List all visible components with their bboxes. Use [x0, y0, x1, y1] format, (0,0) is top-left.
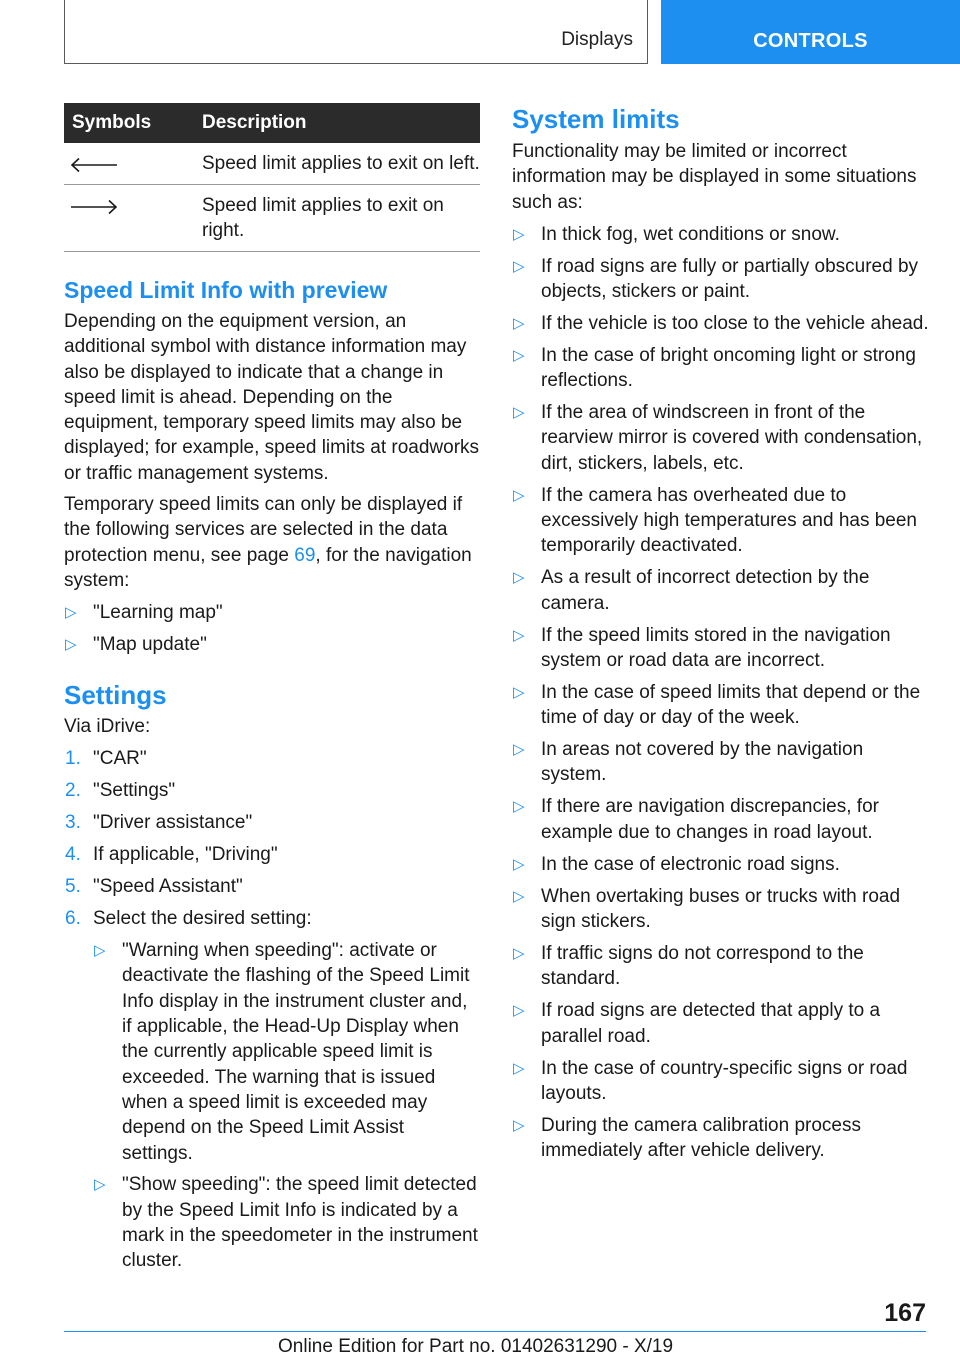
list-item: ▷ If the speed limits stored in the navigation system or road data are incorrect.: [513, 624, 891, 671]
symbols-table: [64, 103, 480, 252]
list-item: ▷ If traffic signs do not correspond to the standard.: [513, 942, 864, 990]
bullet-icon: ▷: [513, 887, 525, 905]
header-chapter-title: CONTROLS: [753, 30, 868, 52]
header-chapter-tab[interactable]: [661, 0, 960, 64]
page-link[interactable]: 69: [294, 544, 316, 566]
list-item: ▷ "Show speeding": the speed limit detected by the Speed Limit Info is indicated by a mark in the speedometer in the instrument cluster.: [94, 1174, 478, 1272]
table-row: [64, 185, 480, 252]
services-list: [64, 600, 480, 657]
bullet-icon: ▷: [65, 603, 77, 621]
bullet-icon: ▷: [94, 942, 106, 960]
description-cell: Speed limit applies to exit on right.: [202, 185, 480, 252]
list-item: ▷ "Map update": [64, 632, 480, 657]
bullet-icon: ▷: [94, 1176, 106, 1194]
bullet-icon: ▷: [513, 1116, 525, 1134]
list-item: ▷ "Warning when speeding": activate or deactivate the flashing of the Speed Limit Info display in the instrument cluster and, if applicable, the Head-Up Display when the currently applicable speed limit is exceeded. The warning that is issued when a speed limit is exceeded may depend on the Speed Limit Assist settings.: [94, 940, 470, 1164]
bullet-icon: ▷: [513, 1002, 525, 1020]
list-item: ▷ "Learning map": [64, 600, 480, 625]
bullet-icon: ▷: [513, 798, 525, 816]
bullet-icon: ▷: [513, 944, 525, 962]
bullet-icon: ▷: [513, 314, 525, 332]
list-item: 3. "Driver assistance": [65, 812, 253, 834]
arrow-left-icon: [70, 157, 118, 173]
setting-options-list: [93, 938, 480, 1274]
settings-heading: Settings: [64, 680, 167, 711]
table-row: [64, 143, 480, 185]
list-item: 4. If applicable, "Driving": [65, 844, 278, 866]
system-limits-intro: Functionality may be limited or incorrect information may be displayed in some situations such as:: [512, 141, 917, 213]
list-item: ▷ During the camera calibration process immediately after vehicle delivery.: [513, 1114, 861, 1162]
page-number: 167: [884, 1299, 926, 1327]
symbol-cell: [64, 185, 202, 252]
header-section-box: [64, 0, 648, 64]
bullet-icon: ▷: [513, 741, 525, 759]
bullet-icon: ▷: [513, 486, 525, 504]
list-item: ▷ If road signs are detected that apply to a parallel road.: [513, 1000, 881, 1047]
preview-paragraph: Depending on the equipment version, an additional symbol with distance information may also be displayed to indicate that a change in speed limit is ahead. Depending on the equipment, temporary speed limits may also be displayed; for example, speed limits at roadworks or traffic management systems.: [64, 311, 480, 484]
list-item: ▷ If road signs are fully or partially obscured by objects, stickers or paint.: [513, 255, 919, 302]
bullet-icon: ▷: [513, 855, 525, 873]
bullet-icon: ▷: [513, 225, 525, 243]
list-item: 2. "Settings": [65, 780, 176, 802]
list-item: ▷ If the area of windscreen in front of the rearview mirror is covered with condensation, dirt, stickers, labels, etc.: [513, 402, 923, 474]
system-limits-list: [512, 222, 932, 1164]
bullet-icon: ▷: [513, 257, 525, 275]
symbols-table-header: [64, 103, 480, 143]
list-item: ▷ In the case of country-specific signs or road layouts.: [513, 1057, 908, 1104]
data-protection-paragraph: Temporary speed limits can only be displayed if the following services are selected in the data protection menu, see page 69, for the navigation system:: [64, 494, 472, 591]
bullet-icon: ▷: [513, 1059, 525, 1077]
list-item: ▷ As a result of incorrect detection by the camera.: [513, 567, 870, 614]
system-limits-heading: System limits: [512, 104, 680, 134]
col-description-header: Description: [202, 103, 480, 143]
footer-divider: [64, 1331, 926, 1332]
preview-heading: Speed Limit Info with preview: [64, 277, 388, 303]
list-item: ▷ In the case of electronic road signs.: [512, 852, 932, 877]
right-column: [512, 103, 932, 1163]
list-item: 6. Select the desired setting: ▷ "Warning when speeding": activate or deactivate the flashing of the Speed Limit Info display in the instrument cluster and, if applicable, the Head-Up Display when the currently applicable speed limit is exceeded. The warning that is issued when a speed limit is exceeded may depend on the Speed Limit Assist settings. ▷ "Show speeding": the speed limit detected by the Speed Limit Info is indicated by a mark in the speedometer in the instrument cluster.: [64, 906, 480, 1274]
list-item: ▷ In the case of speed limits that depend or the time of day or day of the week.: [513, 681, 921, 729]
arrow-right-icon: [70, 199, 118, 215]
bullet-icon: ▷: [65, 635, 77, 653]
left-column: [64, 103, 480, 1274]
list-item: ▷ If the camera has overheated due to excessively high temperatures and has been temporarily deactivated.: [513, 484, 918, 557]
settings-steps: [64, 746, 480, 1273]
bullet-icon: ▷: [513, 626, 525, 644]
bullet-icon: ▷: [513, 346, 525, 364]
bullet-icon: ▷: [513, 683, 525, 701]
list-item: 5. "Speed Assistant": [65, 876, 243, 898]
list-item: ▷ In the case of bright oncoming light or strong reflections.: [513, 344, 916, 392]
description-cell: Speed limit applies to exit on left.: [202, 143, 480, 185]
footer-edition: Online Edition for Part no. 01402631290 - X/19: [278, 1336, 674, 1357]
header-section-title: Displays: [561, 29, 633, 50]
bullet-icon: ▷: [513, 404, 525, 422]
col-symbols-header: Symbols: [64, 103, 202, 143]
bullet-icon: ▷: [513, 569, 525, 587]
list-item: ▷ In thick fog, wet conditions or snow.: [512, 222, 932, 247]
list-item: ▷ If the vehicle is too close to the vehicle ahead.: [512, 311, 932, 336]
symbol-cell: [64, 143, 202, 185]
list-item: ▷ When overtaking buses or trucks with road sign stickers.: [513, 885, 901, 932]
settings-intro: Via iDrive:: [64, 716, 151, 738]
list-item: ▷ If there are navigation discrepancies, for example due to changes in road layout.: [513, 796, 879, 843]
list-item: 1. "CAR": [65, 748, 147, 770]
list-item: ▷ In areas not covered by the navigation system.: [513, 739, 864, 786]
